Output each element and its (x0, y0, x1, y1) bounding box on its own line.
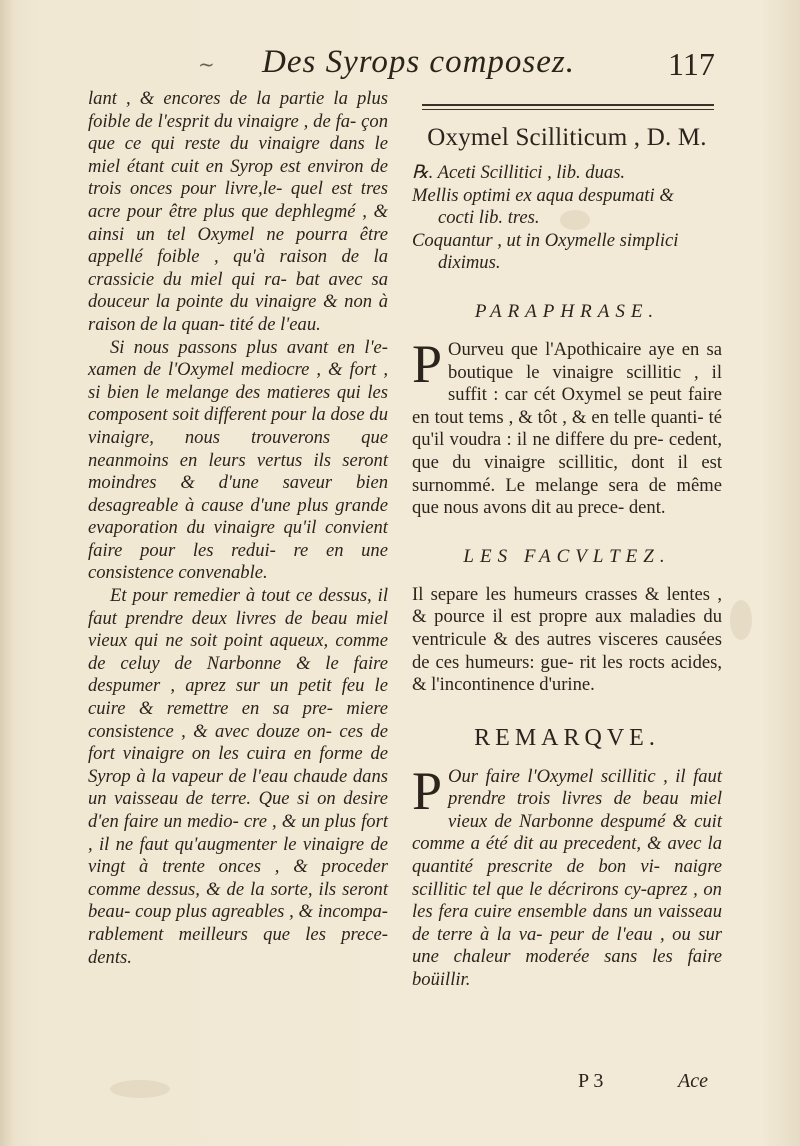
text-line: fort , si bien le melange des matieres (88, 359, 388, 403)
text-line: cy-aprez , on les fera cuire ensemble (412, 878, 722, 923)
text-line: chaude dans un vaisseau de terre. (88, 765, 388, 810)
text-line: tout tems , & tôt , & en telle quanti- (434, 406, 704, 428)
text-line: environ de trois onces pour livre,le- (88, 155, 389, 200)
text-line: peur de l'eau , ou sur une chaleur (412, 923, 722, 968)
drop-cap: P (412, 760, 443, 821)
signature-mark: P 3 (578, 1070, 604, 1092)
text-line: grande evaporation du vinaigre (88, 494, 388, 539)
text-line: miel vieux de Narbonne despumé & (448, 788, 722, 832)
page-number: 117 (668, 46, 715, 82)
text-line: faut prendre trois livres de beau (448, 765, 722, 810)
text-line: il est surnommé. Le melange sera de (412, 451, 722, 496)
text-line: qui les composent soit different pour (88, 381, 388, 426)
text-line: coup plus agreables , & incompa- (135, 901, 389, 923)
body-paragraph (88, 585, 388, 969)
recipe-line: Coquantur , ut in Oxymelle simplici (412, 229, 679, 251)
text-line: dent. (628, 497, 666, 519)
top-rule-thin (422, 109, 714, 110)
text-line: Si nous passons plus avant en l'e- (110, 336, 388, 358)
text-line: miere consistence , & avec douze on- (88, 698, 388, 742)
text-line: dessus, & de la sorte, ils seront beau- (88, 878, 388, 923)
text-line: re en une consistence convenable. (88, 539, 388, 584)
text-line: tité de l'eau. (229, 313, 321, 335)
facultez-heading: LES FACVLTEZ. (463, 545, 671, 567)
drop-cap: P (412, 333, 443, 394)
text-line: dans le miel étant cuit en Syrop est (88, 133, 388, 177)
text-line: d'urine. (539, 674, 595, 696)
text-line: rit les rocts acides, & l'incontinence (412, 651, 722, 696)
paraphrase-heading: PARAPHRASE. (474, 300, 660, 322)
text-line: visceres causées de ces humeurs: gue- (412, 628, 722, 673)
page-footer (560, 1070, 730, 1100)
text-line: raison de la crassicie du miel qui ra- (88, 246, 388, 290)
recipe-line: cocti lib. tres. (438, 207, 540, 229)
text-line: Que si on desire d'en faire un medio- (88, 788, 388, 832)
text-line: naigre scillitic tel que le décrirons (412, 856, 722, 900)
text-line: vinaigre & non à raison de la quan- (88, 291, 389, 335)
text-line: sa boutique le vinaigre scillitic , il (448, 338, 722, 383)
text-line: miel vieux qui ne soit point aqueux, (88, 607, 388, 652)
text-line: même que nous avons dit au prece- (412, 474, 722, 519)
text-line: dans un vaisseau de terre à la va- (412, 901, 722, 945)
text-line: quel est tres acre pour être plus que (88, 178, 388, 222)
recipe-block (412, 162, 722, 275)
text-line: bien desagreable à cause d'une plus (88, 472, 388, 516)
paper-stain (110, 1080, 170, 1098)
facultez-text (412, 584, 722, 697)
left-column (88, 88, 388, 969)
text-line: moderée sans les faire boüillir. (412, 946, 722, 991)
text-line: dephlegmé , & ainsi un tel Oxymel (88, 200, 388, 245)
text-line: suffit : car cét Oxymel se peut faire en (412, 384, 722, 428)
top-rule (422, 104, 714, 106)
head-ornament: ~ (198, 52, 215, 76)
text-line: lant , & encores de la partie la plus (88, 88, 388, 109)
text-line: rablement meilleurs que les prece- (88, 923, 388, 945)
text-line: Ourveu que l'Apothicaire aye en (448, 338, 700, 360)
text-line: cuit comme a été dit au precedent, & (412, 810, 722, 855)
paraphrase-text (412, 333, 723, 520)
text-line: cedent, que du vinaigre scillitic, dont (412, 429, 722, 473)
text-line: lentes , & pource il est propre aux (412, 583, 722, 628)
running-title: Des Syrops composez. (262, 44, 575, 80)
text-line: la dose du vinaigre, nous trouverons (88, 404, 388, 448)
running-head (0, 40, 800, 90)
text-line: Our faire l'Oxymel scillitic , il (448, 765, 686, 787)
body-paragraph (88, 337, 388, 586)
text-line: feu le cuire & remettre en sa pre- (88, 675, 388, 720)
paper-stain (730, 600, 752, 640)
text-line: té qu'il voudra : il ne differe du pre- (412, 406, 723, 451)
body-paragraph (88, 88, 388, 337)
text-line: faire despumer , aprez sur un petit (88, 652, 388, 697)
catchword: Ace (678, 1070, 708, 1092)
text-line: qu'augmenter le vinaigre de vingt (88, 833, 389, 878)
text-line: qu'il convient faire pour les redui- (88, 517, 388, 561)
right-column (412, 88, 722, 992)
text-line: foible de l'esprit du vinaigre , de fa- (88, 110, 357, 132)
text-line: dents. (88, 946, 132, 968)
text-line: cre , & un plus fort , il ne faut (88, 811, 389, 855)
recipe-line: diximus. (438, 252, 501, 274)
text-line: Et pour remedier à tout ce dessus, (110, 585, 372, 607)
text-line: forme de Syrop à la vapeur de l'eau (88, 743, 389, 787)
remarque-text (412, 760, 723, 992)
text-line: maladies du ventricule & des autres (412, 606, 723, 650)
text-line: ne pourra être appellé foible , qu'à (88, 223, 388, 268)
text-line: comme de celuy de Narbonne & le (88, 630, 388, 674)
recipe-line: ℞. Aceti Scillitici , lib. duas. (412, 162, 626, 183)
text-line: Il separe les humeurs crasses & (412, 583, 660, 605)
remarque-heading: REMARQVE. (474, 724, 660, 751)
recipe-title: Oxymel Scilliticum , D. M. (427, 124, 707, 151)
text-line: avec la quantité prescrite de bon vi- (412, 833, 723, 878)
text-line: çon que ce qui reste du vinaigre (88, 110, 388, 155)
text-line: ces de fort vinaigre on les cuira en (88, 720, 388, 765)
recipe-line: Mellis optimi ex aqua despumati & (412, 184, 674, 206)
text-line: à trente onces , & proceder comme (88, 856, 388, 900)
text-line: xamen de l'Oxymel mediocre , & (88, 359, 343, 381)
text-line: bat avec sa douceur la pointe du (88, 268, 388, 313)
text-line: il faut prendre deux livres de beau (88, 585, 388, 629)
text-line: seront moindres & d'une saveur (88, 449, 389, 494)
text-line: que neanmoins en leurs vertus ils (88, 426, 388, 471)
